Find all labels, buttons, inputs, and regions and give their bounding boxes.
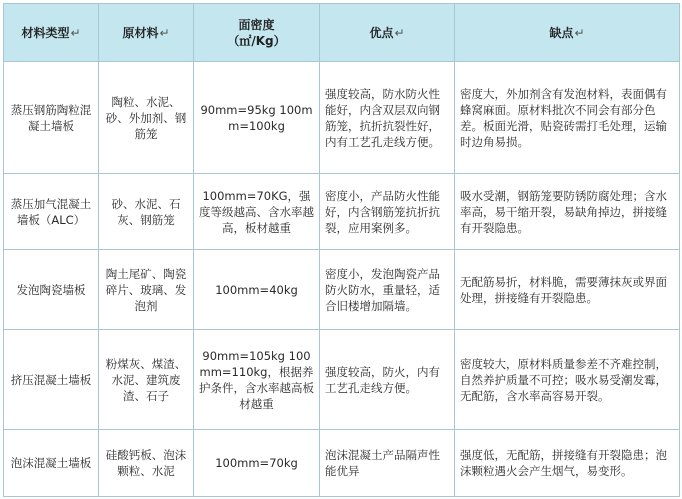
cell-material-type: 蒸压加气混凝土墙板（ALC）	[4, 174, 99, 250]
table-row	[4, 430, 680, 497]
cell-pros: 密度小，发泡陶瓷产品防火防水，重量轻，适合旧楼增加隔墙。	[320, 250, 455, 330]
materials-comparison-table	[3, 3, 680, 497]
cell-density: 90mm=105kg 100mm=110kg，根据养护条件，含水率越高板材越重	[194, 330, 320, 430]
cell-material-type: 泡沫混凝土墙板	[4, 430, 99, 497]
cell-density: 90mm=95kg 100mm=100kg	[194, 62, 320, 174]
cell-pros: 密度小，产品防火性能好，内含钢筋笼抗折抗裂，应用案例多。	[320, 174, 455, 250]
cell-material-type: 挤压混凝土墙板	[4, 330, 99, 430]
cell-pros: 强度较高，防火，内有工艺孔走线方便。	[320, 330, 455, 430]
cell-cons: 密度大，外加剂含有发泡材料，表面偶有蜂窝麻面。原材料批次不同会有部分色差。板面光滑，贴瓷砖需打毛处理，运输时边角易损。	[455, 62, 680, 174]
header-raw-materials: 原材料↵	[99, 4, 194, 62]
table-row	[4, 62, 680, 174]
cell-material-type: 发泡陶瓷墙板	[4, 250, 99, 330]
cell-cons: 密度较大，原材料质量参差不齐难控制，自然养护质量不可控；吸水易受潮发霉，无配筋，含水率高容易开裂。	[455, 330, 680, 430]
cell-cons: 无配筋易折，材料脆，需要薄抹灰或界面处理，拼接缝有开裂隐患。	[455, 250, 680, 330]
header-row	[4, 4, 680, 62]
header-pros: 优点↵	[320, 4, 455, 62]
cell-raw-materials: 陶粒、水泥、砂、外加剂、钢筋笼	[99, 62, 194, 174]
table-row	[4, 330, 680, 430]
cell-raw-materials: 砂、水泥、石灰、钢筋笼	[99, 174, 194, 250]
cell-material-type: 蒸压钢筋陶粒混凝土墙板	[4, 62, 99, 174]
cell-cons: 吸水受潮，钢筋笼要防锈防腐处理；含水率高，易干缩开裂，易缺角掉边，拼接缝有开裂隐患。	[455, 174, 680, 250]
cell-density: 100mm=70KG，强度等级越高、含水率越高，板材越重	[194, 174, 320, 250]
cell-raw-materials: 硅酸钙板、泡沫颗粒、水泥	[99, 430, 194, 497]
cell-pros: 强度较高，防水防火性能好，内含双层双向钢筋笼，抗折抗裂性好，内有工艺孔走线方便。	[320, 62, 455, 174]
cell-cons: 强度低，无配筋，拼接缝有开裂隐患；泡沫颗粒遇火会产生烟气，易变形。	[455, 430, 680, 497]
header-cons: 缺点↵	[455, 4, 680, 62]
cell-raw-materials: 粉煤灰、煤渣、水泥、建筑废渣、石子	[99, 330, 194, 430]
header-material-type: 材料类型↵	[4, 4, 99, 62]
cell-density: 100mm=70kg	[194, 430, 320, 497]
cell-pros: 泡沫混凝土产品隔声性能优异	[320, 430, 455, 497]
cell-density: 100mm=40kg	[194, 250, 320, 330]
cell-raw-materials: 陶土尾矿、陶瓷碎片、玻璃、发泡剂	[99, 250, 194, 330]
header-density: 面密度 （㎡/Kg）	[194, 4, 320, 62]
table-row	[4, 174, 680, 250]
table-row	[4, 250, 680, 330]
